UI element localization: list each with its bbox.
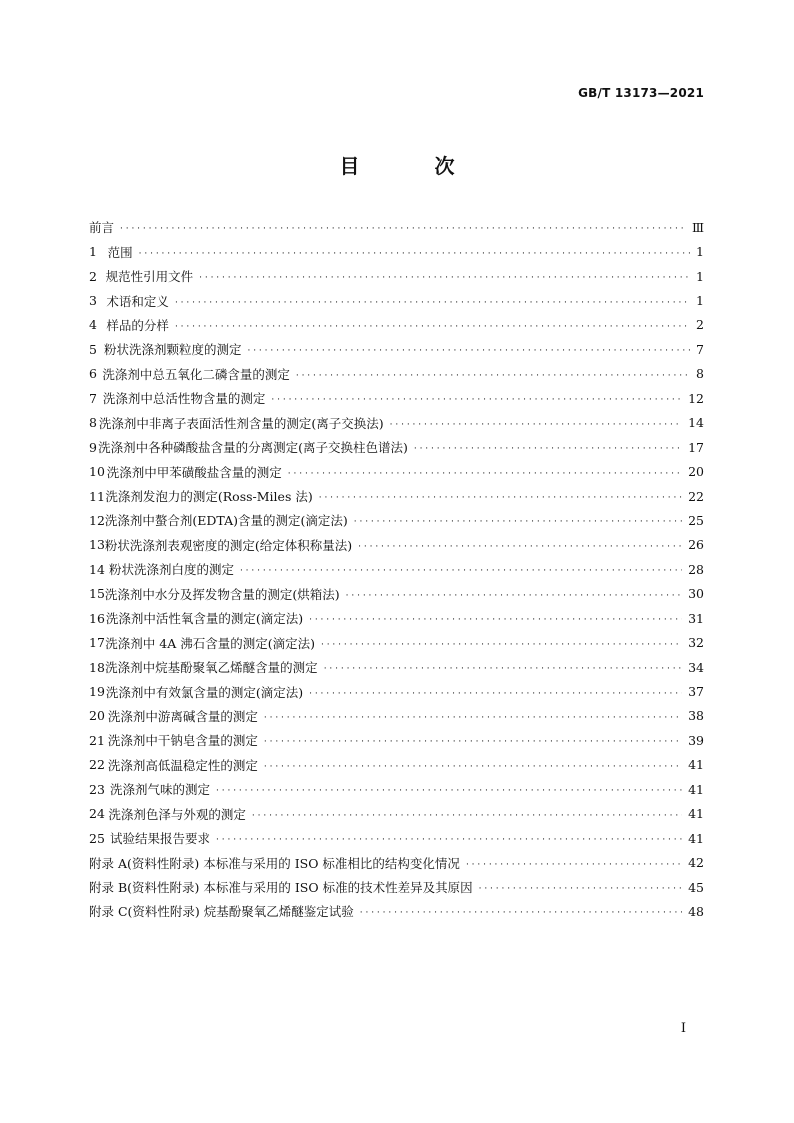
toc-entry-label: 附录 A(资料性附录) 本标准与采用的 ISO 标准相比的结构变化情况	[89, 855, 460, 871]
toc-entry-page: 41	[688, 806, 704, 822]
toc-entry-label: 洗涤剂色泽与外观的测定	[108, 806, 246, 822]
toc-entry-number: 4	[89, 317, 97, 333]
toc-dot-leader	[120, 219, 686, 233]
toc-entry-label: 洗涤剂中总活性物含量的测定	[102, 391, 266, 407]
toc-entry-page: 17	[688, 439, 704, 455]
toc-entry-page: 26	[688, 537, 704, 553]
toc-dot-leader	[199, 268, 690, 282]
toc-entry-label: 洗涤剂中各种磷酸盐含量的分离测定(离子交换柱色谱法)	[98, 440, 408, 456]
toc-entry[interactable]	[89, 362, 704, 386]
toc-entry-number: 7	[89, 390, 97, 406]
toc-entry-label: 洗涤剂中干钠皂含量的测定	[107, 733, 258, 749]
toc-entry[interactable]	[89, 753, 704, 777]
toc-dot-leader	[240, 561, 682, 575]
toc-entry-label: 洗涤剂高低温稳定性的测定	[107, 757, 258, 773]
toc-entry[interactable]	[89, 386, 704, 410]
toc-dot-leader	[264, 732, 682, 746]
toc-entry[interactable]	[89, 802, 704, 826]
toc-entry-number: 16	[89, 610, 105, 626]
toc-entry-label: 洗涤剂气味的测定	[110, 782, 211, 798]
toc-entry[interactable]	[89, 337, 704, 361]
toc-entry-page: 42	[688, 855, 704, 871]
toc-entry-number: 17	[89, 635, 105, 651]
toc-entry-label: 洗涤剂中活性氧含量的测定(滴定法)	[105, 611, 304, 627]
page-title: 目 次	[339, 154, 489, 178]
toc-entry-number: 10	[89, 464, 105, 480]
toc-entry-label: 洗涤剂中总五氧化二磷含量的测定	[102, 366, 290, 382]
toc-dot-leader	[175, 317, 690, 331]
toc-entry-number: 2	[89, 268, 97, 284]
toc-dot-leader	[358, 537, 682, 551]
toc-entry-number: 8	[89, 415, 97, 431]
toc-entry-label: 试验结果报告要求	[110, 831, 211, 847]
toc-entry-number: 22	[89, 757, 105, 773]
toc-entry[interactable]	[89, 484, 704, 508]
toc-entry-number: 1	[89, 244, 97, 260]
toc-dot-leader	[271, 390, 682, 404]
toc-entry-label: 洗涤剂中烷基酚聚氧乙烯醚含量的测定	[105, 660, 318, 676]
toc-entry-page: 37	[688, 684, 704, 700]
toc-dot-leader	[390, 415, 682, 429]
toc-entry-label: 术语和定义	[106, 293, 169, 309]
toc-entry-page: 22	[688, 488, 704, 504]
toc-entry-page: 1	[696, 293, 704, 309]
toc-entry-label: 洗涤剂中水分及挥发物含量的测定(烘箱法)	[104, 586, 340, 602]
toc-entry-number: 19	[89, 684, 105, 700]
toc-entry-number: 9	[89, 439, 97, 455]
toc-entry-page: 41	[688, 830, 704, 846]
toc-entry-label: 洗涤剂中游离碱含量的测定	[107, 708, 258, 724]
toc-entry-number: 3	[89, 293, 97, 309]
toc-entry-label: 洗涤剂中螯合剂(EDTA)含量的测定(滴定法)	[104, 513, 348, 529]
toc-dot-leader	[414, 439, 682, 453]
toc-entry-page: 12	[688, 390, 704, 406]
toc-entry-number: 25	[89, 830, 105, 846]
toc-dot-leader	[175, 293, 690, 307]
toc-entry-label: 洗涤剂发泡力的测定(Ross-Miles 法)	[105, 489, 313, 505]
toc-entry-label: 范围	[107, 244, 133, 260]
toc-entry[interactable]	[89, 411, 704, 435]
toc-entry-label: 规范性引用文件	[105, 269, 194, 285]
toc-entry-number: 6	[89, 366, 97, 382]
toc-entry-number: 23	[89, 781, 105, 797]
toc-entry-page: 31	[688, 610, 704, 626]
toc-entry-number: 5	[89, 341, 97, 357]
toc-entry-label: 洗涤剂中甲苯磺酸盐含量的测定	[106, 464, 282, 480]
toc-entry-page: 41	[688, 781, 704, 797]
toc-entry[interactable]	[89, 655, 704, 679]
toc-dot-leader	[309, 610, 682, 624]
toc-entry-number: 18	[89, 659, 105, 675]
toc-entry[interactable]	[89, 850, 704, 874]
toc-entry[interactable]	[89, 215, 704, 239]
toc-entry[interactable]	[89, 313, 704, 337]
toc-entry[interactable]	[89, 459, 704, 483]
toc-dot-leader	[247, 341, 690, 355]
toc-dot-leader	[346, 586, 682, 600]
toc-dot-leader	[216, 830, 682, 844]
toc-entry-page: 30	[688, 586, 704, 602]
table-of-contents	[89, 215, 704, 924]
toc-entry-number: 13	[89, 537, 105, 553]
toc-dot-leader	[264, 757, 682, 771]
toc-entry[interactable]	[89, 728, 704, 752]
toc-entry-number: 15	[89, 586, 105, 602]
toc-entry-number: 14	[89, 561, 105, 577]
toc-entry-page: 39	[688, 732, 704, 748]
toc-entry[interactable]	[89, 630, 704, 654]
toc-entry-label: 粉状洗涤剂颗粒度的测定	[103, 342, 242, 358]
toc-entry[interactable]	[89, 777, 704, 801]
toc-entry-page: Ⅲ	[691, 219, 704, 235]
toc-entry[interactable]	[89, 582, 704, 606]
toc-entry-page: 38	[688, 708, 704, 724]
toc-dot-leader	[252, 806, 682, 820]
toc-entry[interactable]	[89, 239, 704, 263]
toc-entry-page: 41	[688, 757, 704, 773]
toc-dot-leader	[264, 708, 682, 722]
toc-entry-label: 洗涤剂中非离子表面活性剂含量的测定(离子交换法)	[98, 415, 384, 431]
toc-entry-number: 24	[89, 806, 105, 822]
toc-entry-page: 45	[688, 879, 704, 895]
toc-entry-number: 20	[89, 708, 105, 724]
page-number: I	[680, 1021, 686, 1036]
toc-entry-page: 8	[696, 366, 704, 382]
toc-dot-leader	[360, 903, 682, 917]
toc-entry-page: 28	[688, 561, 704, 577]
toc-dot-leader	[354, 512, 682, 526]
toc-entry-label: 粉状洗涤剂表观密度的测定(给定体积称量法)	[104, 537, 353, 553]
toc-entry[interactable]	[89, 508, 704, 532]
toc-entry[interactable]	[89, 875, 704, 899]
toc-entry[interactable]	[89, 704, 704, 728]
toc-dot-leader	[466, 855, 682, 869]
toc-entry-number: 21	[89, 732, 105, 748]
toc-entry[interactable]	[89, 264, 704, 288]
toc-entry-page: 48	[688, 903, 704, 919]
standard-code: GB/T 13173—2021	[578, 86, 704, 100]
toc-entry-label: 样品的分样	[106, 317, 169, 333]
toc-dot-leader	[321, 635, 682, 649]
toc-dot-leader	[309, 684, 682, 698]
toc-dot-leader	[324, 659, 682, 673]
toc-entry-page: 34	[688, 659, 704, 675]
toc-dot-leader	[319, 488, 682, 502]
toc-entry[interactable]	[89, 557, 704, 581]
toc-entry-page: 32	[688, 635, 704, 651]
toc-entry-page: 2	[696, 317, 704, 333]
toc-dot-leader	[288, 464, 682, 478]
toc-dot-leader	[216, 781, 682, 795]
toc-entry[interactable]	[89, 435, 704, 459]
toc-entry-label: 洗涤剂中有效氯含量的测定(滴定法)	[105, 684, 304, 700]
toc-entry[interactable]	[89, 899, 704, 923]
toc-entry[interactable]	[89, 533, 704, 557]
toc-entry[interactable]	[89, 679, 704, 703]
toc-entry-page: 14	[688, 415, 704, 431]
toc-entry-label: 附录 B(资料性附录) 本标准与采用的 ISO 标准的技术性差异及其原因	[89, 880, 473, 896]
toc-entry-page: 1	[696, 244, 704, 260]
toc-entry-label: 前言	[89, 220, 115, 236]
toc-entry-label: 附录 C(资料性附录) 烷基酚聚氧乙烯醚鉴定试验	[89, 904, 354, 920]
toc-entry-page: 7	[696, 341, 704, 357]
toc-entry-number: 11	[89, 488, 105, 504]
toc-dot-leader	[296, 366, 690, 380]
toc-entry-label: 粉状洗涤剂白度的测定	[108, 562, 234, 578]
toc-entry[interactable]	[89, 826, 704, 850]
toc-entry-page: 25	[688, 512, 704, 528]
toc-entry[interactable]	[89, 288, 704, 312]
toc-entry-page: 20	[688, 464, 704, 480]
toc-dot-leader	[479, 879, 683, 893]
toc-entry-number: 12	[89, 512, 105, 528]
toc-entry[interactable]	[89, 606, 704, 630]
toc-entry-label: 洗涤剂中 4A 沸石含量的测定(滴定法)	[105, 635, 315, 651]
toc-entry-page: 1	[696, 268, 704, 284]
toc-dot-leader	[139, 244, 690, 258]
